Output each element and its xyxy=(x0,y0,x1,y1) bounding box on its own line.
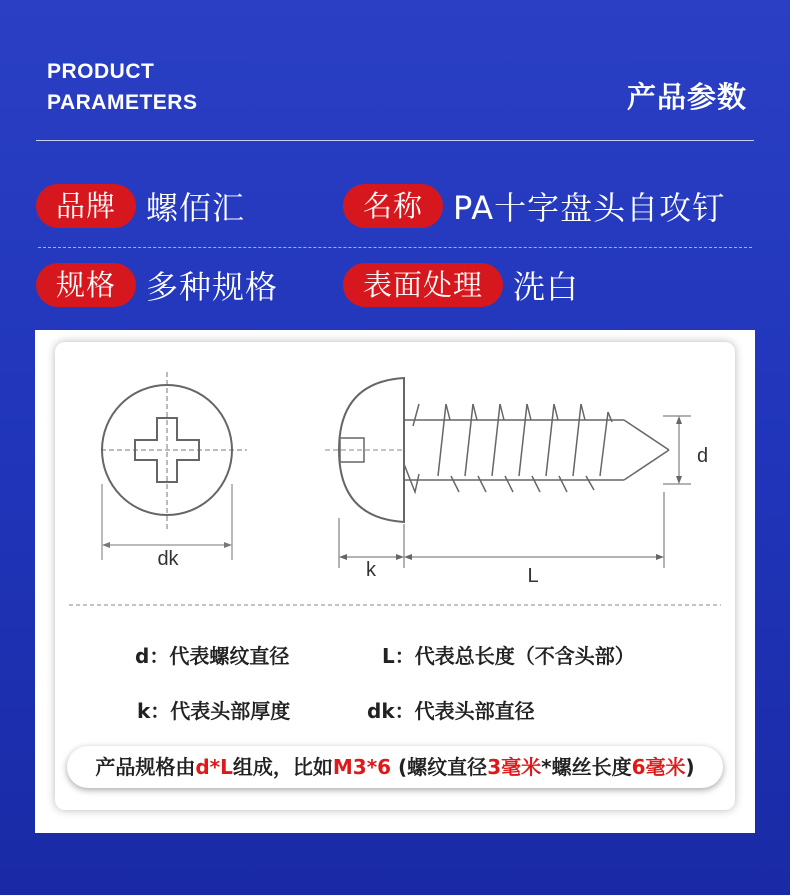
diagram-card xyxy=(55,342,735,810)
label-d: d xyxy=(697,445,709,467)
param-label-brand: 品牌 xyxy=(36,184,136,228)
param-brand xyxy=(36,183,245,229)
note-text-2: 组成，比如 xyxy=(232,755,333,779)
param-value-brand: 螺佰汇 xyxy=(146,189,246,227)
param-value-spec: 多种规格 xyxy=(146,268,279,306)
label-dk: dk xyxy=(157,548,179,570)
screw-side-view xyxy=(325,378,691,568)
param-value-finish: 洗白 xyxy=(513,268,580,306)
legend-dk: dk：代表头部直径 xyxy=(367,699,535,723)
note-highlight-3mm: 3毫米 xyxy=(487,755,542,779)
screw-head-view xyxy=(101,372,247,560)
legend-d: d：代表螺纹直径 xyxy=(135,644,290,668)
header-divider xyxy=(36,140,754,141)
param-label-spec: 规格 xyxy=(36,263,136,307)
note-highlight-6mm: 6毫米 xyxy=(631,755,686,779)
page-title: 产品参数 xyxy=(626,80,747,114)
spec-note xyxy=(67,746,723,788)
param-finish xyxy=(343,262,579,308)
screw-diagram xyxy=(55,342,735,810)
note-text-3: (螺纹直径 xyxy=(391,755,488,779)
param-value-name: PA十字盘头自攻钉 xyxy=(453,189,726,227)
param-label-finish: 表面处理 xyxy=(343,263,503,307)
param-label-name: 名称 xyxy=(343,184,443,228)
label-k: k xyxy=(366,559,376,581)
note-highlight-m3x6: M3*6 xyxy=(332,755,392,779)
note-text-5: ) xyxy=(685,755,695,779)
note-text-1: 产品规格由 xyxy=(95,755,196,779)
diagram-panel xyxy=(35,330,755,833)
title-english xyxy=(47,56,197,118)
title-english-line2: PARAMETERS xyxy=(47,91,198,114)
title-english-line1: PRODUCT xyxy=(47,60,155,83)
param-spec xyxy=(36,262,278,308)
label-L: L xyxy=(527,565,539,587)
legend-L: L：代表总长度（不含头部） xyxy=(382,644,635,668)
legend-k: k：代表头部厚度 xyxy=(137,699,291,723)
note-text-4: *螺丝长度 xyxy=(541,755,632,779)
params-divider xyxy=(38,247,752,248)
note-highlight-dL: d*L xyxy=(195,755,233,779)
param-name xyxy=(343,183,725,229)
